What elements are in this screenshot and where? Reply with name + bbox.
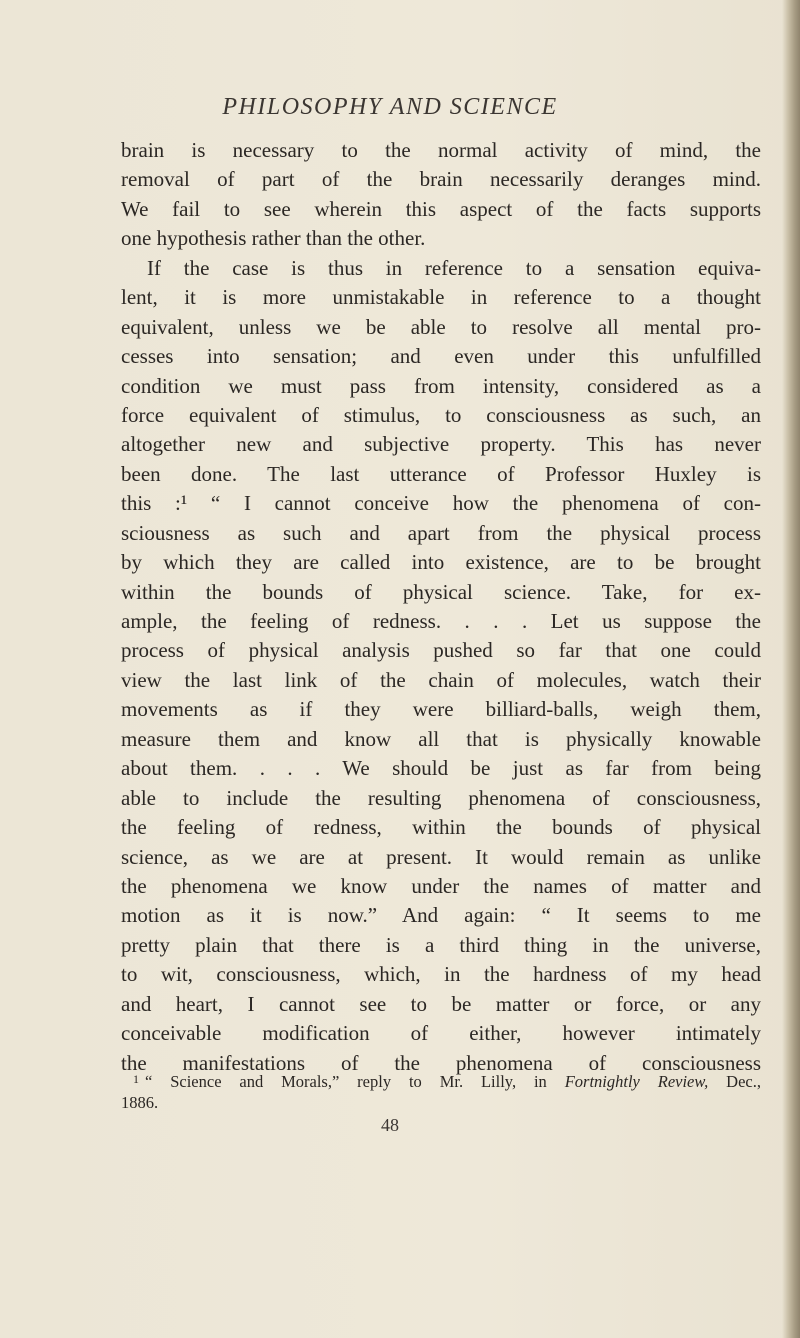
text-line: cesses into sensation; and even under this unfulfilled (121, 344, 761, 369)
text-line: been done. The last utterance of Professor Huxley is (121, 461, 761, 486)
page-edge-shadow (782, 0, 800, 1338)
text-line: the manifestations of the phenomena of consciousness (121, 1050, 761, 1075)
text-line: removal of part of the brain necessarily deranges mind. (121, 167, 761, 192)
text-line: by which they are called into existence, are to be brought (121, 550, 761, 575)
text-line: view the last link of the chain of molecules, watch their (121, 667, 761, 692)
footnote-text-start: “ Science and Morals,” reply to Mr. Lilly, in (145, 1072, 565, 1091)
text-line: one hypothesis rather than the other. (121, 226, 426, 251)
text-line: process of physical analysis pushed so far that one could (121, 638, 761, 663)
text-line: and heart, I cannot see to be matter or force, or any (121, 991, 761, 1016)
footnote-line-2: 1886. (121, 1093, 159, 1112)
footnote-text-end: Dec., (708, 1072, 761, 1091)
running-head: PHILOSOPHY AND SCIENCE (222, 94, 558, 120)
text-line: the feeling of redness, within the bounds of physical (121, 815, 761, 840)
text-line: motion as it is now.” And again: “ It seems to me (121, 903, 761, 928)
text-line: conceivable modification of either, however intimately (121, 1021, 761, 1046)
text-line: If the case is thus in reference to a sensation equiva- (147, 255, 761, 280)
text-line: within the bounds of physical science. Take, for ex- (121, 579, 761, 604)
text-line: condition we must pass from intensity, considered as a (121, 373, 761, 398)
text-line: lent, it is more unmistakable in reference to a thought (121, 285, 761, 310)
text-line: able to include the resulting phenomena of consciousness, (121, 785, 761, 810)
text-line: measure them and know all that is physically knowable (121, 726, 761, 751)
text-line: force equivalent of stimulus, to consciousness as such, an (121, 402, 761, 427)
text-line: movements as if they were billiard-balls, weigh them, (121, 697, 761, 722)
text-line: pretty plain that there is a third thing in the universe, (121, 932, 761, 957)
footnote-line-1 (121, 1067, 761, 1091)
text-line: this :¹ “ I cannot conceive how the phenomena of con- (121, 491, 761, 516)
text-line: altogether new and subjective property. This has never (121, 432, 761, 457)
text-line: to wit, consciousness, which, in the hardness of my head (121, 962, 761, 987)
text-line: ample, the feeling of redness. . . . Let us suppose the (121, 609, 761, 633)
text-line: sciousness as such and apart from the physical process (121, 520, 761, 545)
page-number: 48 (381, 1115, 399, 1135)
footnote-marker: 1 (133, 1072, 139, 1086)
text-line: We fail to see wherein this aspect of the facts supports (121, 196, 761, 221)
body-text (121, 136, 761, 1078)
text-line: the phenomena we know under the names of matter and (121, 873, 761, 898)
text-line: about them. . . . We should be just as far from being (121, 756, 761, 781)
text-line: science, as we are at present. It would remain as unlike (121, 844, 761, 869)
footnote-journal-title: Fortnightly Review, (564, 1072, 709, 1091)
footnote (121, 1067, 761, 1115)
text-line: brain is necessary to the normal activity of mind, the (121, 138, 761, 162)
text-line: equivalent, unless we be able to resolve all mental pro- (121, 314, 761, 339)
